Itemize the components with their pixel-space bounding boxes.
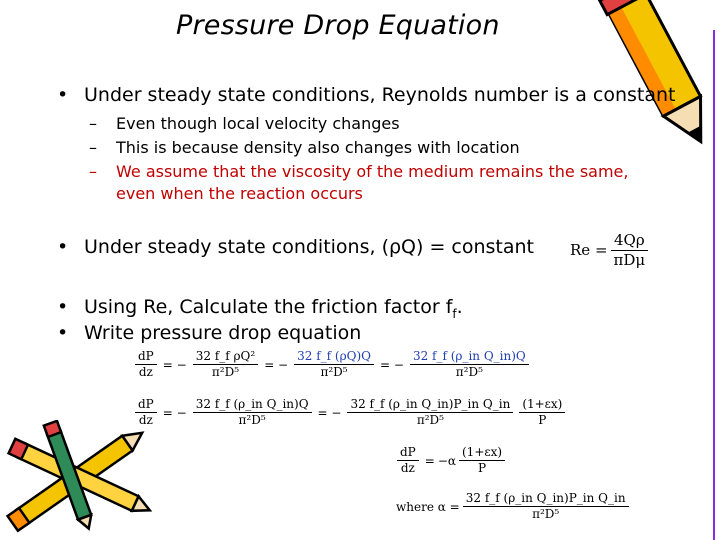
subbullet-1: – Even though local velocity changes xyxy=(89,114,400,133)
alpha-definition: where α = $\frac{\text{32 f\_f (ρ\_in Q\_in)P\_in Q\_in}}{\text{π²D⁵}}$ xyxy=(396,492,632,521)
subbullet-2: – This is because density also changes with location xyxy=(89,138,520,157)
pressure-equation-3: $\frac{dP}{dz}$ = −α $\frac{(1+\varepsilon x)}{P}$ xyxy=(394,446,508,475)
subbullet-3: – We assume that the viscosity of the medium remains the same, xyxy=(89,162,629,181)
reynolds-equation: Re = $\frac{4Q\rho}{\text{πDμ}}$ xyxy=(570,232,651,268)
crossed-pencils-clipart-icon xyxy=(0,420,160,540)
subbullet-3-continued: even when the reaction occurs xyxy=(116,184,363,203)
pressure-equation-2: $\frac{dP}{dz}$ = − $\frac{\text{32 f\_f (ρ\_in Q\_in)Q}}{\text{π²D⁵}}$ = − $\frac{\text{32 f\_f (ρ\_in Q\_in)P\_in Q\_in}}{\text{π²D⁵}}$ $\frac{(1+\varepsilon x)}{P}$ xyxy=(132,398,568,427)
bullet-3: • Using Re, Calculate the friction factor $f_f$. xyxy=(57,296,463,321)
bullet-1: • Under steady state conditions, Reynolds number is a constant xyxy=(57,84,676,106)
bullet-dot: • xyxy=(57,84,69,106)
pressure-equation-1: $\frac{dP}{dz}$ = − $\frac{\text{32 f\_f ρQ²}}{\text{π²D⁵}}$ = − $\frac{32 f\_f (\rho Q)Q}{\text{π²D⁵}}$ = − $\frac{\text{32 f\_f (ρ\_in Q\_in)Q}}{\text{π²D⁵}}$ xyxy=(132,350,532,379)
pencil-clipart-icon xyxy=(590,0,720,540)
slide-title: Pressure Drop Equation xyxy=(176,10,500,41)
bullet-4: • Write pressure drop equation xyxy=(57,322,362,344)
bullet-2: • Under steady state conditions, (ρQ) = constant xyxy=(57,236,535,258)
